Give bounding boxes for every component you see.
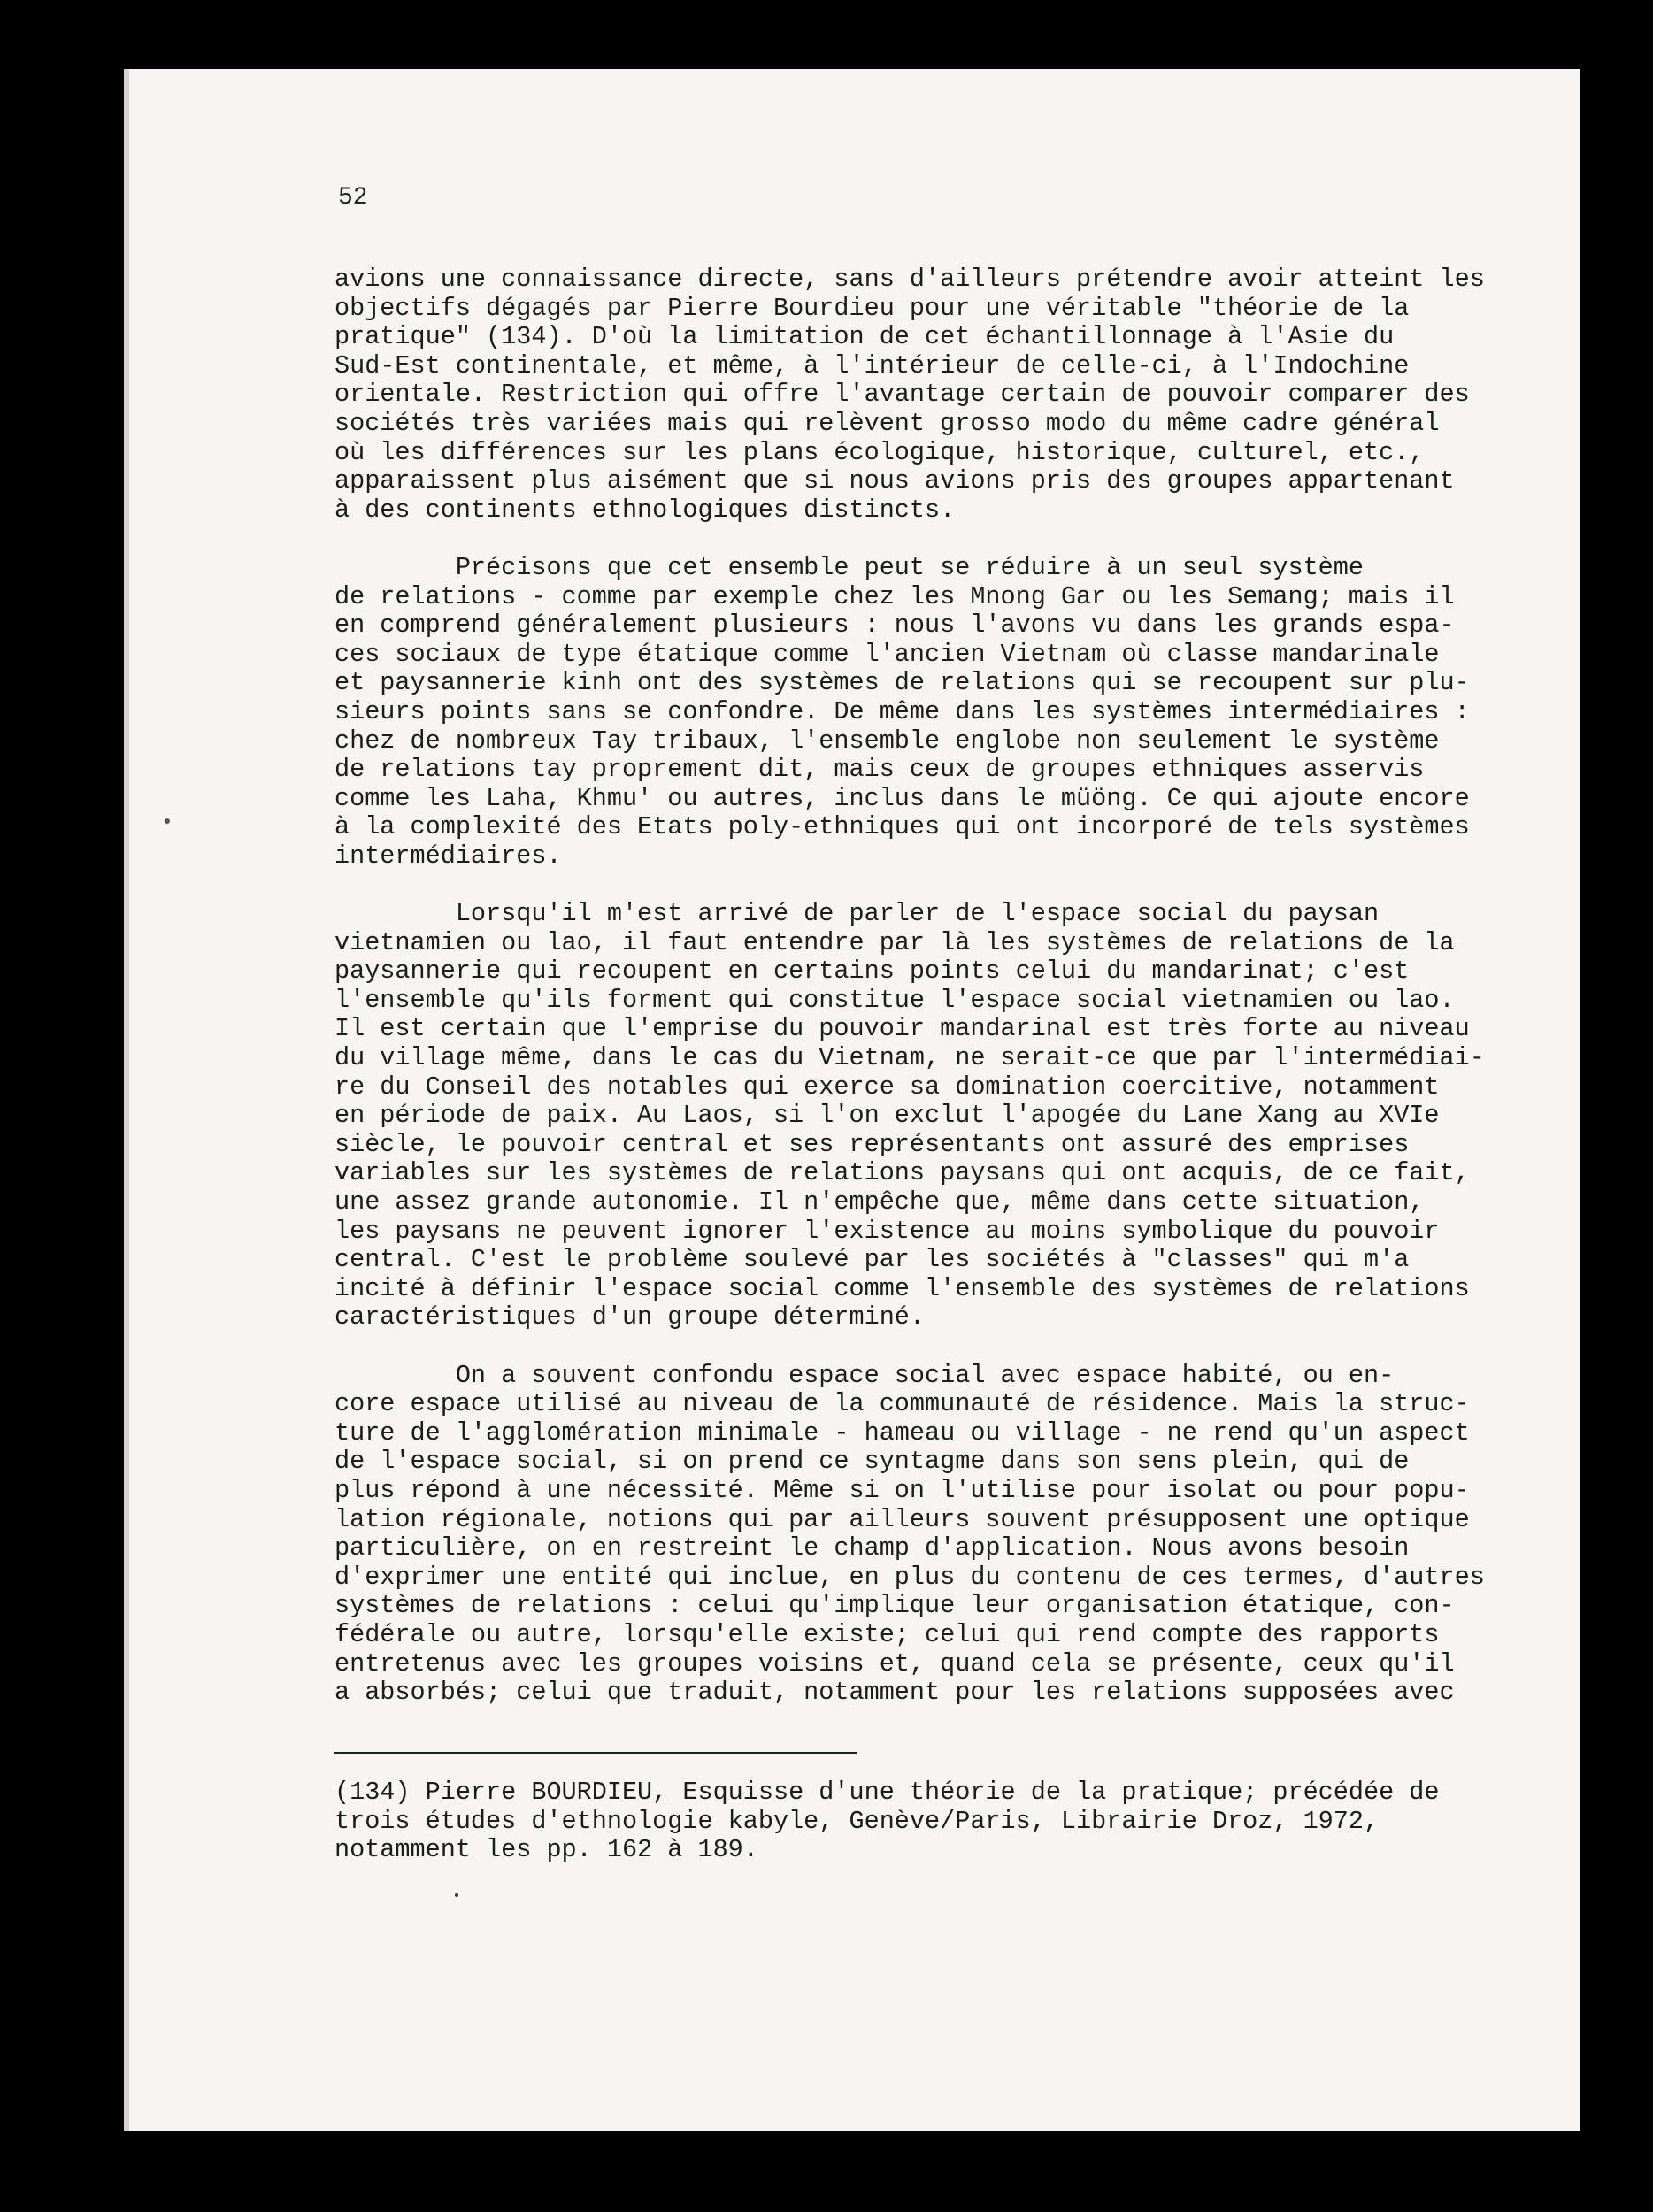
text-line: central. C'est le problème soulevé par les sociétés à "classes" qui m'a xyxy=(334,1245,1410,1275)
text-line: de relations - comme par exemple chez les Mnong Gar ou les Semang; mais il xyxy=(334,581,1455,611)
text-line: sociétés très variées mais qui relèvent grosso modo du même cadre général xyxy=(334,408,1440,438)
text-line: à la complexité des Etats poly-ethniques qui ont incorporé de tels systèmes xyxy=(334,812,1470,842)
text-line: pratique" (134). D'où la limitation de cet échantillonnage à l'Asie du xyxy=(334,322,1395,352)
text-line: ces sociaux de type étatique comme l'ancien Vietnam où classe mandarinale xyxy=(334,639,1440,669)
text-line: Lorsqu'il m'est arrivé de parler de l'espace social du paysan xyxy=(334,899,1380,929)
stray-mark xyxy=(455,1893,458,1897)
text-line: de relations tay proprement dit, mais ceux de groupes ethniques asservis xyxy=(334,755,1425,785)
text-line: comme les Laha, Khmu' ou autres, inclus dans le müöng. Ce qui ajoute encore xyxy=(334,783,1470,813)
text-line: lation régionale, notions qui par ailleurs souvent présupposent une optique xyxy=(334,1504,1470,1534)
text-line: siècle, le pouvoir central et ses représentants ont assuré des emprises xyxy=(334,1129,1410,1159)
text-line: a absorbés; celui que traduit, notamment pour les relations supposées avec xyxy=(334,1678,1455,1708)
text-line: particulière, on en restreint le champ d'application. Nous avons besoin xyxy=(334,1533,1410,1563)
text-line: vietnamien ou lao, il faut entendre par là les systèmes de relations de la xyxy=(334,927,1455,957)
text-line: Il est certain que l'emprise du pouvoir mandarinal est très forte au niveau xyxy=(334,1014,1470,1044)
paragraph-3 xyxy=(334,899,1485,1333)
text-line: du village même, dans le cas du Vietnam, ne serait-ce que par l'intermédiai- xyxy=(334,1043,1485,1073)
page-number: 52 xyxy=(338,184,368,211)
text-line: d'exprimer une entité qui inclue, en plus du contenu de ces termes, d'autres xyxy=(334,1562,1485,1592)
text-line: et paysannerie kinh ont des systèmes de relations qui se recoupent sur plu- xyxy=(334,668,1470,698)
text-line: orientale. Restriction qui offre l'avantage certain de pouvoir comparer des xyxy=(334,380,1470,410)
text-line: paysannerie qui recoupent en certains points celui du mandarinat; c'est xyxy=(334,956,1410,987)
footnote-rule xyxy=(334,1752,857,1754)
footnote-134 xyxy=(334,1778,1440,1865)
text-line: systèmes de relations : celui qu'implique leur organisation étatique, con- xyxy=(334,1591,1455,1621)
text-line: les paysans ne peuvent ignorer l'existence au moins symbolique du pouvoir xyxy=(334,1216,1440,1246)
text-line: entretenus avec les groupes voisins et, quand cela se présente, ceux qu'il xyxy=(334,1648,1455,1678)
text-line: l'ensemble qu'ils forment qui constitue l'espace social vietnamien ou lao. xyxy=(334,985,1455,1015)
text-line: caractéristiques d'un groupe déterminé. xyxy=(334,1302,926,1333)
main-text xyxy=(334,265,1485,1708)
text-line: en comprend généralement plusieurs : nous l'avons vu dans les grands espa- xyxy=(334,611,1455,641)
text-line: à des continents ethnologiques distincts. xyxy=(334,495,956,525)
text-line: objectifs dégagés par Pierre Bourdieu pour une véritable "théorie de la xyxy=(334,293,1410,323)
text-line: On a souvent confondu espace social avec espace habité, ou en- xyxy=(334,1360,1395,1390)
paragraph-2 xyxy=(334,552,1470,872)
text-line: chez de nombreux Tay tribaux, l'ensemble englobe non seulement le système xyxy=(334,726,1440,756)
text-line: variables sur les systèmes de relations paysans qui ont acquis, de ce fait, xyxy=(334,1158,1470,1188)
text-line: Sud-Est continentale, et même, à l'intérieur de celle-ci, à l'Indochine xyxy=(334,350,1410,380)
text-line: apparaissent plus aisément que si nous avions pris des groupes appartenant xyxy=(334,466,1455,496)
text-line: incité à définir l'espace social comme l'ensemble des systèmes de relations xyxy=(334,1273,1470,1303)
text-line: de l'espace social, si on prend ce syntagme dans son sens plein, qui de xyxy=(334,1447,1410,1477)
text-line: où les différences sur les plans écologique, historique, culturel, etc., xyxy=(334,437,1425,467)
text-line: core espace utilisé au niveau de la communauté de résidence. Mais la struc- xyxy=(334,1389,1470,1419)
text-line: une assez grande autonomie. Il n'empêche que, même dans cette situation, xyxy=(334,1187,1425,1217)
text-line: Précisons que cet ensemble peut se réduire à un seul système xyxy=(334,552,1364,582)
text-line: avions une connaissance directe, sans d'ailleurs prétendre avoir atteint les xyxy=(334,265,1485,294)
text-line: sieurs points sans se confondre. De même dans les systèmes intermédiaires : xyxy=(334,696,1470,726)
text-line: plus répond à une nécessité. Même si on l'utilise pour isolat ou pour popu- xyxy=(334,1475,1470,1505)
paragraph-1 xyxy=(334,265,1485,525)
text-line: en période de paix. Au Laos, si l'on exclut l'apogée du Lane Xang au XVIe xyxy=(334,1101,1440,1131)
text-line: fédérale ou autre, lorsqu'elle existe; celui qui rend compte des rapports xyxy=(334,1619,1440,1649)
paragraph-4 xyxy=(334,1360,1485,1708)
text-line: re du Conseil des notables qui exerce sa domination coercitive, notamment xyxy=(334,1071,1440,1102)
text-line: intermédiaires. xyxy=(334,841,562,871)
footnote-line: trois études d'ethnologie kabyle, Genève/Paris, Librairie Droz, 1972, xyxy=(334,1806,1380,1836)
text-line: ture de l'agglomération minimale - hameau ou village - ne rend qu'un aspect xyxy=(334,1417,1470,1448)
margin-mark xyxy=(165,818,170,824)
footnote-line: (134) Pierre BOURDIEU, Esquisse d'une théorie de la pratique; précédée de xyxy=(334,1778,1440,1807)
footnote-line: notamment les pp. 162 à 189. xyxy=(334,1835,758,1865)
